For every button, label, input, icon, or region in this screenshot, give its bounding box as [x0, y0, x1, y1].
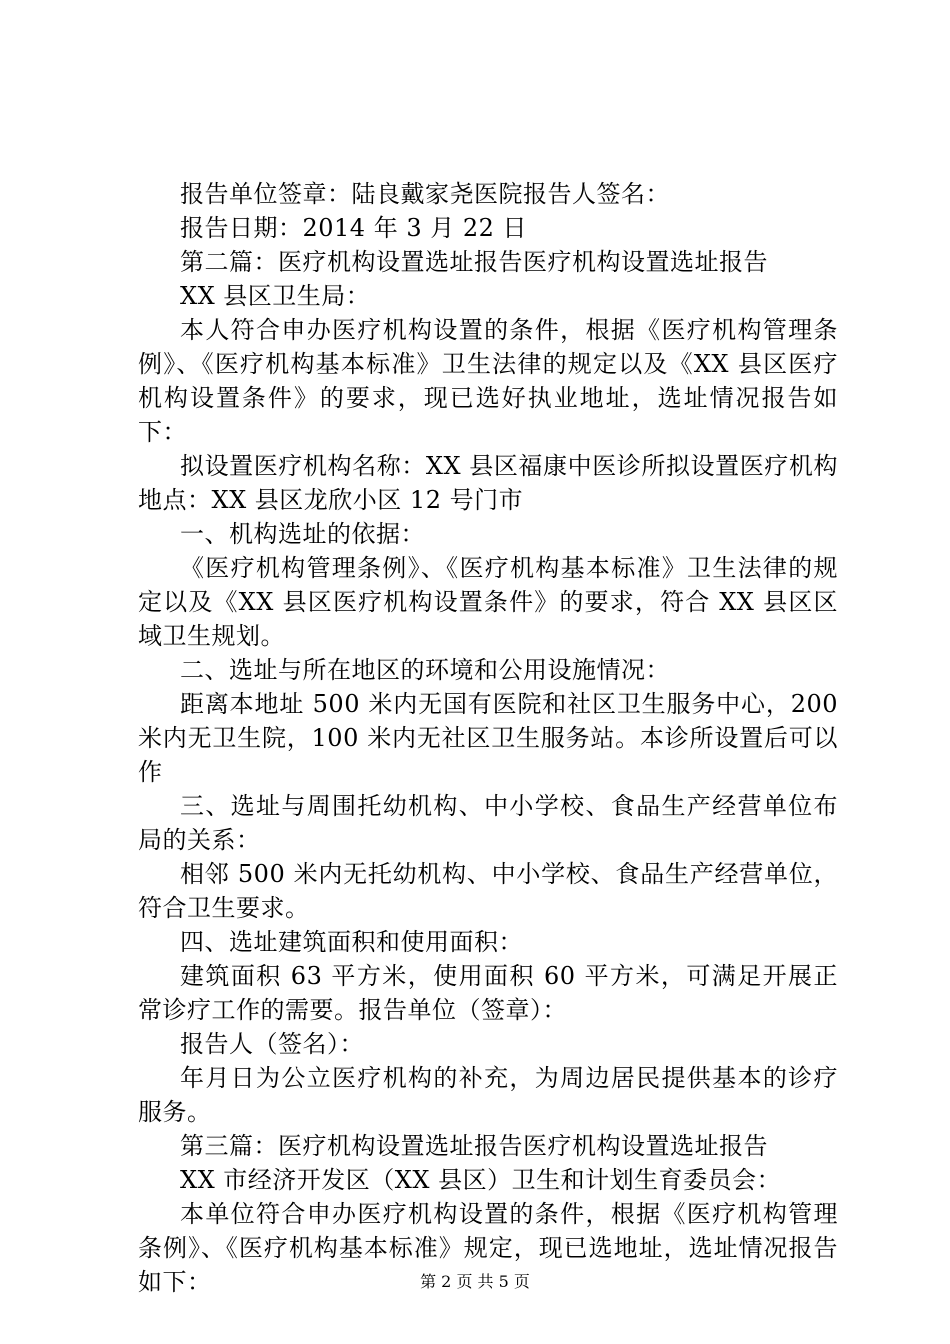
paragraph: 报告人（签名）： — [180, 1030, 364, 1058]
paragraph: 本单位符合申办医疗机构设置的条件，根据《医疗机构管理条例》、《医疗机构基本标准》规定，现已选地址，选址情况报告如下： — [138, 1200, 838, 1296]
subheading: 一、机构选址的依据： — [180, 520, 425, 548]
paragraph: 建筑面积 63 平方米，使用面积 60 平方米，可满足开展正常诊疗工作的需要。报告单位（签章）： — [138, 962, 838, 1024]
subheading: 三、选址与周围托幼机构、中小学校、食品生产经营单位布局的关系： — [138, 792, 838, 854]
paragraph: 相邻 500 米内无托幼机构、中小学校、食品生产经营单位，符合卫生要求。 — [138, 860, 838, 922]
section-heading: 第三篇：医疗机构设置选址报告医疗机构设置选址报告 — [180, 1132, 768, 1160]
paragraph: 报告单位签章：陆良戴家尧医院报告人签名： — [180, 180, 670, 208]
paragraph: 拟设置医疗机构名称：XX 县区福康中医诊所拟设置医疗机构地点：XX 县区龙欣小区 12 号门市 — [138, 452, 838, 514]
subheading: 四、选址建筑面积和使用面积： — [180, 928, 523, 956]
paragraph: 《医疗机构管理条例》、《医疗机构基本标准》卫生法律的规定以及《XX 县区医疗机构设置条件》的要求，符合 XX 县区区域卫生规划。 — [138, 554, 838, 650]
paragraph: 年月日为公立医疗机构的补充，为周边居民提供基本的诊疗服务。 — [138, 1064, 838, 1126]
document-body — [138, 177, 838, 1299]
addressee: XX 市经济开发区（XX 县区）卫生和计划生育委员会： — [180, 1166, 782, 1194]
paragraph: 报告日期：2014 年 3 月 22 日 — [180, 214, 528, 242]
subheading: 二、选址与所在地区的环境和公用设施情况： — [180, 656, 670, 684]
page-footer: 第 2 页 共 5 页 — [420, 1272, 530, 1291]
section-heading: 第二篇：医疗机构设置选址报告医疗机构设置选址报告 — [180, 248, 768, 276]
paragraph: 本人符合申办医疗机构设置的条件，根据《医疗机构管理条例》、《医疗机构基本标准》卫生法律的规定以及《XX 县区医疗机构设置条件》的要求，现已选好执业地址，选址情况报告如下： — [138, 316, 838, 446]
addressee: XX 县区卫生局： — [180, 282, 371, 310]
paragraph: 距离本地址 500 米内无国有医院和社区卫生服务中心，200 米内无卫生院，100 米内无社区卫生服务站。本诊所设置后可以作 — [138, 690, 838, 786]
